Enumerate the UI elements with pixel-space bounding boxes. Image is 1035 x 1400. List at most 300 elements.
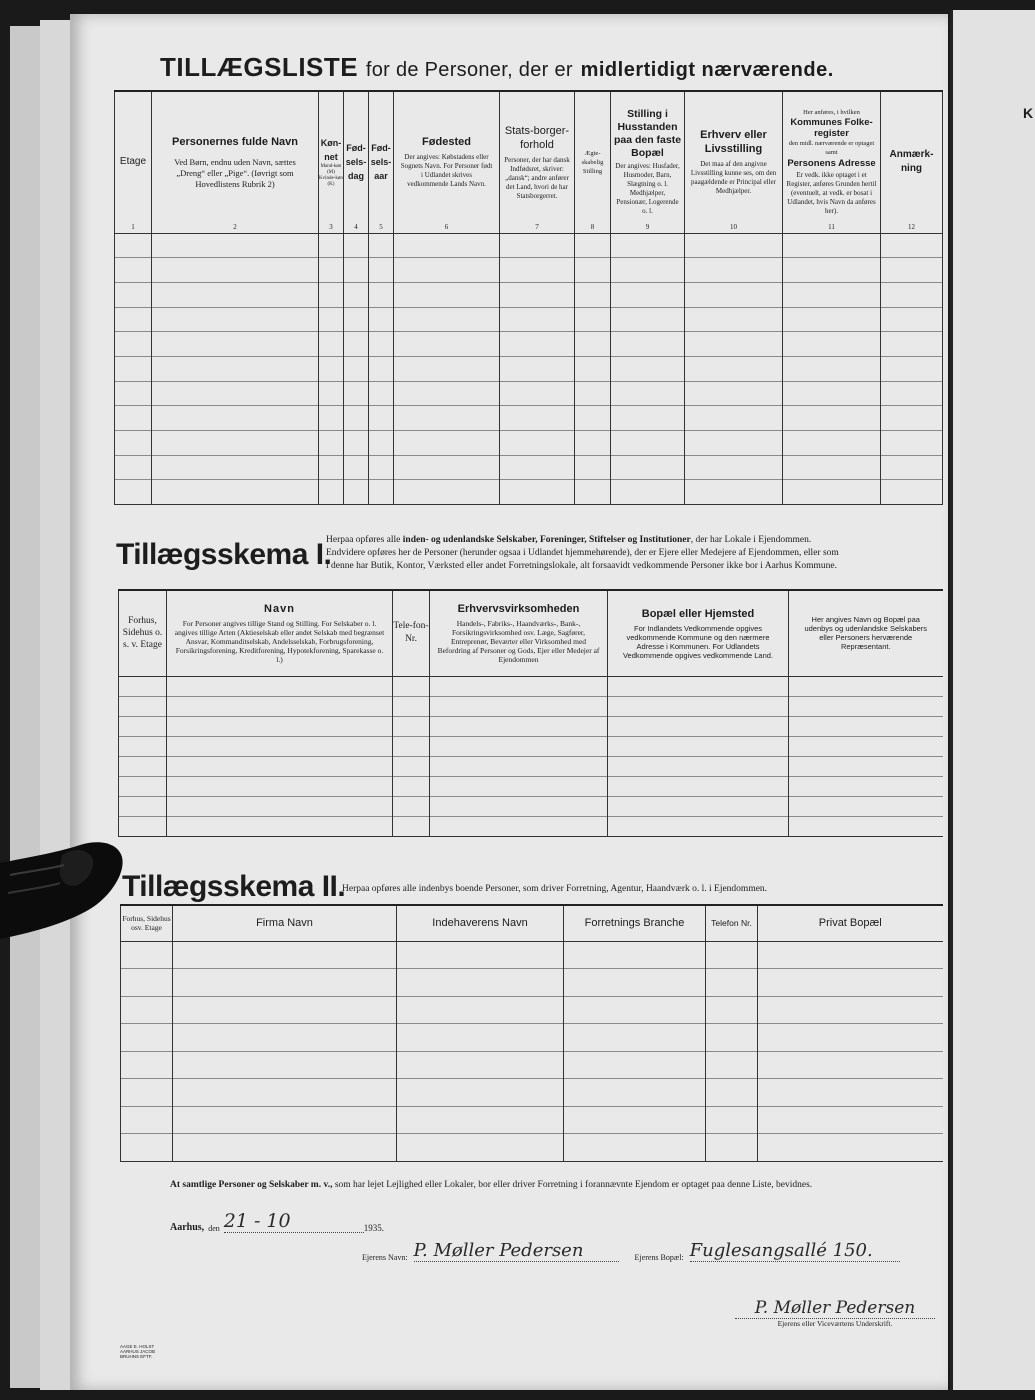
table-cell[interactable]: [119, 716, 167, 736]
table-cell[interactable]: [881, 406, 943, 431]
table-cell[interactable]: [575, 455, 611, 480]
table-cell[interactable]: [319, 233, 344, 258]
table-cell[interactable]: [881, 307, 943, 332]
table-cell[interactable]: [430, 756, 608, 776]
table-cell[interactable]: [611, 282, 685, 307]
table-cell[interactable]: [685, 455, 783, 480]
main-table-row: [115, 282, 943, 307]
table-cell[interactable]: [344, 381, 369, 406]
table-cell[interactable]: [167, 776, 393, 796]
table-cell[interactable]: [758, 1106, 943, 1134]
main-table-row: [115, 406, 943, 431]
table-cell[interactable]: [685, 356, 783, 381]
signature-block: [735, 1298, 935, 1328]
table-cell[interactable]: [430, 796, 608, 816]
facing-page: K: [950, 10, 1035, 1390]
table-cell[interactable]: [430, 696, 608, 716]
table-cell[interactable]: [608, 676, 789, 696]
table-cell[interactable]: [575, 431, 611, 456]
table-cell[interactable]: [152, 258, 319, 283]
table-cell[interactable]: [789, 776, 943, 796]
finger-holding-page: [0, 835, 125, 945]
table-cell[interactable]: [369, 356, 394, 381]
table-cell[interactable]: [500, 307, 575, 332]
col-foedselsaar: Fød-sels-aar 5: [369, 91, 394, 233]
skema2-title: Tillægsskema II.: [122, 870, 346, 903]
table-cell[interactable]: [167, 816, 393, 836]
table-cell[interactable]: [500, 258, 575, 283]
table-cell[interactable]: [319, 381, 344, 406]
table-cell[interactable]: [430, 816, 608, 836]
table-cell[interactable]: [344, 455, 369, 480]
table-cell[interactable]: [152, 307, 319, 332]
table-cell[interactable]: [394, 356, 500, 381]
skema2-row: [121, 1079, 943, 1107]
date-handwritten: 21 - 10: [224, 1210, 364, 1233]
table-cell[interactable]: [152, 356, 319, 381]
table-cell[interactable]: [611, 480, 685, 505]
skema1-row: [119, 716, 943, 736]
table-cell[interactable]: [397, 996, 564, 1024]
date-line: [170, 1210, 384, 1233]
table-cell[interactable]: [608, 716, 789, 736]
table-cell[interactable]: [881, 455, 943, 480]
table-cell[interactable]: [319, 455, 344, 480]
table-cell[interactable]: [115, 356, 152, 381]
table-cell[interactable]: [394, 282, 500, 307]
table-cell[interactable]: [319, 406, 344, 431]
table-cell[interactable]: [152, 406, 319, 431]
table-cell[interactable]: [685, 406, 783, 431]
owner-address-label: Ejerens Bopæl:: [634, 1253, 684, 1262]
col-koen: Køn-net Mand-køn (M) Kvinde-køn (K) 3: [319, 91, 344, 233]
table-cell[interactable]: [115, 258, 152, 283]
table-cell[interactable]: [152, 332, 319, 357]
table-cell[interactable]: [394, 381, 500, 406]
table-cell[interactable]: [706, 1079, 758, 1107]
table-cell[interactable]: [115, 307, 152, 332]
col-statsborger: Stats-borger-forhold Personer, der har dansk Indfødsret, skriver: „dansk“; andre anfører det Land, hvori de har Statsborgerret. 7: [500, 91, 575, 233]
table-cell[interactable]: [344, 282, 369, 307]
table-cell[interactable]: [500, 381, 575, 406]
table-cell[interactable]: [393, 776, 430, 796]
table-cell[interactable]: [881, 381, 943, 406]
col-anmaerkning: Anmærk-ning 12: [881, 91, 943, 233]
table-cell[interactable]: [564, 1024, 706, 1052]
table-cell[interactable]: [789, 696, 943, 716]
table-cell[interactable]: [783, 356, 881, 381]
skema2-row: [121, 969, 943, 997]
table-cell[interactable]: [393, 736, 430, 756]
table-cell[interactable]: [397, 1134, 564, 1162]
table-cell[interactable]: [121, 941, 173, 969]
signature-label: Ejerens eller Viceværtens Underskrift.: [777, 1319, 893, 1328]
table-cell[interactable]: [119, 796, 167, 816]
table-cell[interactable]: [393, 756, 430, 776]
table-cell[interactable]: [500, 282, 575, 307]
attestation-statement: At samtlige Personer og Selskaber m. v., som har lejet Lejlighed eller Lokaler, bor eller driver Forretning i forannævnte Ejendom er optaget paa denne Liste, bevidnes.: [170, 1180, 813, 1190]
table-cell[interactable]: [575, 307, 611, 332]
table-cell[interactable]: [783, 431, 881, 456]
den-label: den: [208, 1224, 220, 1233]
table-cell[interactable]: [119, 756, 167, 776]
table-cell[interactable]: [152, 480, 319, 505]
table-cell[interactable]: [685, 332, 783, 357]
table-cell[interactable]: [173, 996, 397, 1024]
table-cell[interactable]: [369, 282, 394, 307]
table-cell[interactable]: [319, 480, 344, 505]
table-cell[interactable]: [369, 406, 394, 431]
table-cell[interactable]: [344, 332, 369, 357]
main-table-row: [115, 356, 943, 381]
table-cell[interactable]: [121, 1079, 173, 1107]
table-cell[interactable]: [173, 941, 397, 969]
col-etage: Etage 1: [115, 91, 152, 233]
table-cell[interactable]: [783, 258, 881, 283]
table-cell[interactable]: [564, 1079, 706, 1107]
table-cell[interactable]: [167, 736, 393, 756]
col-erhverv: Erhverv eller Livsstilling Det maa af den angivne Livsstilling kunne ses, om den paagældende er Principal eller Medhjælper. 10: [685, 91, 783, 233]
table-cell[interactable]: [685, 282, 783, 307]
table-cell[interactable]: [706, 996, 758, 1024]
table-cell[interactable]: [758, 996, 943, 1024]
table-cell[interactable]: [393, 816, 430, 836]
table-cell[interactable]: [706, 1106, 758, 1134]
table-cell[interactable]: [152, 233, 319, 258]
table-cell[interactable]: [115, 332, 152, 357]
table-cell[interactable]: [397, 1024, 564, 1052]
table-cell[interactable]: [393, 676, 430, 696]
col-folkeregister: Her anføres, i hvilken Kommunes Folke-register den midl. nærværende er optaget samt Personens Adresse Er vedk. ikke optaget i et Register, anføres Grunden hertil (eventuelt, at vedk. er bosat i Udlandet, hvis Navn da anføres her). 11: [783, 91, 881, 233]
table-cell[interactable]: [430, 776, 608, 796]
table-cell[interactable]: [121, 1134, 173, 1162]
table-cell[interactable]: [121, 969, 173, 997]
skema1-row: [119, 696, 943, 716]
table-cell[interactable]: [344, 356, 369, 381]
table-cell[interactable]: [758, 1051, 943, 1079]
table-cell[interactable]: [344, 480, 369, 505]
skema1-line1: Herpaa opføres alle inden- og udenlandske Selskaber, Foreninger, Stiftelser og Institutioner, der har Lokale i Ejendommen.: [326, 535, 812, 545]
table-cell[interactable]: [706, 1051, 758, 1079]
skema2-description: Herpaa opføres alle indenbys boende Personer, som driver Forretning, Agentur, Haandværk o. l. i Ejendommen.: [342, 884, 768, 894]
table-cell[interactable]: [783, 307, 881, 332]
signature-handwritten: P. Møller Pedersen: [735, 1298, 935, 1319]
table-cell[interactable]: [575, 233, 611, 258]
table-cell[interactable]: [173, 1024, 397, 1052]
table-cell[interactable]: [397, 1079, 564, 1107]
table-cell[interactable]: [611, 406, 685, 431]
table-cell[interactable]: [344, 406, 369, 431]
table-cell[interactable]: [611, 332, 685, 357]
col-navn: Personernes fulde Navn Ved Børn, endnu uden Navn, sættes „Dreng“ eller „Pige“. (Iøvrigt som Hovedlistens Rubrik 2) 2: [152, 91, 319, 233]
skema2-row: [121, 996, 943, 1024]
table-cell[interactable]: [394, 307, 500, 332]
printer-imprint: AAGE E. HOLST AARHUS JACOB BRUHNS EFTF.: [120, 1344, 156, 1359]
table-cell[interactable]: [152, 282, 319, 307]
table-cell[interactable]: [881, 480, 943, 505]
table-cell[interactable]: [564, 1106, 706, 1134]
table-cell[interactable]: [685, 381, 783, 406]
table-cell[interactable]: [369, 332, 394, 357]
table-cell[interactable]: [500, 480, 575, 505]
table-cell[interactable]: [397, 969, 564, 997]
table-cell[interactable]: [564, 1134, 706, 1162]
table-cell[interactable]: [758, 1134, 943, 1162]
table-cell[interactable]: [789, 756, 943, 776]
table-cell[interactable]: [394, 258, 500, 283]
table-cell[interactable]: [575, 381, 611, 406]
s1-col-navn: Navn For Personer angives tillige Stand og Stilling. For Selskaber o. l. angives tillige Arten (Aktieselskab eller andet Selskab med begrænset Ansvar, Kommanditselskab, Andelsselskab, Forbrugsforening, Forsikringsforening, Kreditforening, Hypotekforening, Sparekasse o. l.): [167, 590, 393, 676]
table-cell[interactable]: [706, 1134, 758, 1162]
table-cell[interactable]: [783, 233, 881, 258]
table-cell[interactable]: [789, 716, 943, 736]
table-cell[interactable]: [783, 480, 881, 505]
table-cell[interactable]: [119, 816, 167, 836]
table-cell[interactable]: [611, 258, 685, 283]
table-cell[interactable]: [119, 676, 167, 696]
table-cell[interactable]: [121, 1051, 173, 1079]
table-cell[interactable]: [758, 1079, 943, 1107]
table-cell[interactable]: [575, 332, 611, 357]
table-cell[interactable]: [500, 406, 575, 431]
table-cell[interactable]: [758, 941, 943, 969]
table-cell[interactable]: [393, 716, 430, 736]
table-cell[interactable]: [611, 233, 685, 258]
table-cell[interactable]: [173, 1106, 397, 1134]
table-cell[interactable]: [119, 696, 167, 716]
table-cell[interactable]: [393, 796, 430, 816]
table-cell[interactable]: [706, 969, 758, 997]
table-cell[interactable]: [319, 258, 344, 283]
table-cell[interactable]: [685, 307, 783, 332]
table-cell[interactable]: [394, 233, 500, 258]
table-cell[interactable]: [575, 282, 611, 307]
table-cell[interactable]: [319, 307, 344, 332]
skema1-row: [119, 756, 943, 776]
table-cell[interactable]: [344, 431, 369, 456]
skema1-row: [119, 736, 943, 756]
title-main: TILLÆGSLISTE: [160, 52, 359, 82]
table-cell[interactable]: [783, 282, 881, 307]
owner-line: [362, 1240, 900, 1262]
table-cell[interactable]: [344, 307, 369, 332]
table-cell[interactable]: [173, 969, 397, 997]
col-foedested: Fødested Der angives: Købstadens eller Sognets Navn. For Personer født i Udlandet skrives vedkommende Lands Navn. 6: [394, 91, 500, 233]
main-table-row: [115, 307, 943, 332]
table-cell[interactable]: [608, 816, 789, 836]
table-cell[interactable]: [319, 332, 344, 357]
s1-col-erhverv: Erhvervsvirksomheden Handels-, Fabriks-, Haandværks-, Bank-, Forsikringsvirksomhed osv. Læge, Sagfører, Entreprenør, Beværter eller Virksomhed med Befordring af Personer og Gods, Ejer eller Medejer af Ejendommen: [430, 590, 608, 676]
table-cell[interactable]: [783, 381, 881, 406]
skema1-description: [326, 534, 946, 573]
skema2-row: [121, 1051, 943, 1079]
s2-col-telefon: Telefon Nr.: [706, 905, 758, 941]
table-cell[interactable]: [121, 1024, 173, 1052]
table-cell[interactable]: [369, 307, 394, 332]
table-cell[interactable]: [758, 1024, 943, 1052]
table-cell[interactable]: [167, 696, 393, 716]
s1-col-bopael: Bopæl eller Hjemsted For Indlandets Vedkommende opgives vedkommende Kommune og den nærmere Adresse i Kommunen. For Udlandets Vedkommende opgives vedkommende Land.: [608, 590, 789, 676]
table-cell[interactable]: [344, 258, 369, 283]
table-cell[interactable]: [397, 1106, 564, 1134]
table-cell[interactable]: [758, 969, 943, 997]
table-cell[interactable]: [394, 431, 500, 456]
table-cell[interactable]: [173, 1134, 397, 1162]
owner-name-handwritten: P. Møller Pedersen: [414, 1240, 619, 1262]
main-table-row: [115, 258, 943, 283]
s2-col-indehaver: Indehaverens Navn: [397, 905, 564, 941]
table-cell[interactable]: [783, 332, 881, 357]
table-cell[interactable]: [500, 332, 575, 357]
table-cell[interactable]: [369, 233, 394, 258]
skema1-title: Tillægsskema I.: [116, 538, 332, 571]
skema1-line2: Endvidere opføres her de Personer (herunder ogsaa i Udlandet hjemmehørende), der er Ejere eller Medejere af Ejendommen, eller som: [326, 548, 839, 558]
table-cell[interactable]: [783, 455, 881, 480]
skema2-table: [120, 904, 943, 1162]
table-cell[interactable]: [706, 941, 758, 969]
table-cell[interactable]: [152, 455, 319, 480]
table-cell[interactable]: [394, 480, 500, 505]
table-cell[interactable]: [881, 431, 943, 456]
skema1-row: [119, 796, 943, 816]
table-cell[interactable]: [394, 455, 500, 480]
table-cell[interactable]: [789, 736, 943, 756]
page-title: [160, 52, 834, 83]
table-cell[interactable]: [500, 233, 575, 258]
table-cell[interactable]: [167, 796, 393, 816]
table-cell[interactable]: [115, 431, 152, 456]
table-cell[interactable]: [115, 480, 152, 505]
table-cell[interactable]: [575, 258, 611, 283]
owner-name-label: Ejerens Navn:: [362, 1253, 408, 1262]
table-cell[interactable]: [575, 356, 611, 381]
table-cell[interactable]: [706, 1024, 758, 1052]
table-cell[interactable]: [319, 356, 344, 381]
table-cell[interactable]: [115, 282, 152, 307]
table-cell[interactable]: [500, 455, 575, 480]
title-bold: midlertidigt nærværende.: [580, 59, 834, 81]
s1-col-telefon: Tele-fon-Nr.: [393, 590, 430, 676]
table-cell[interactable]: [115, 381, 152, 406]
table-cell[interactable]: [575, 406, 611, 431]
table-cell[interactable]: [397, 1051, 564, 1079]
col-foedselsdag: Fød-sels-dag 4: [344, 91, 369, 233]
table-cell[interactable]: [369, 258, 394, 283]
table-cell[interactable]: [430, 676, 608, 696]
table-cell[interactable]: [685, 258, 783, 283]
table-cell[interactable]: [789, 676, 943, 696]
table-cell[interactable]: [115, 455, 152, 480]
s1-col-repraesentant: Her angives Navn og Bopæl paa udenbys og udenlandske Selskabers eller Personers herværende Repræsentant.: [789, 590, 943, 676]
owner-address-handwritten: Fuglesangsallé 150.: [690, 1240, 900, 1262]
table-cell[interactable]: [564, 1051, 706, 1079]
table-cell[interactable]: [121, 1106, 173, 1134]
table-cell[interactable]: [369, 455, 394, 480]
table-cell[interactable]: [394, 332, 500, 357]
table-cell[interactable]: [500, 356, 575, 381]
skema1-row: [119, 816, 943, 836]
skema2-row: [121, 1106, 943, 1134]
table-cell[interactable]: [564, 969, 706, 997]
s2-col-firma: Firma Navn: [173, 905, 397, 941]
table-cell[interactable]: [369, 381, 394, 406]
table-cell[interactable]: [167, 676, 393, 696]
table-cell[interactable]: [119, 776, 167, 796]
table-cell[interactable]: [685, 233, 783, 258]
form-page: [70, 14, 948, 1390]
table-cell[interactable]: [608, 756, 789, 776]
table-cell[interactable]: [393, 696, 430, 716]
table-cell[interactable]: [685, 480, 783, 505]
table-cell[interactable]: [611, 307, 685, 332]
table-cell[interactable]: [500, 431, 575, 456]
table-cell[interactable]: [575, 480, 611, 505]
table-cell[interactable]: [608, 736, 789, 756]
main-table-row: [115, 332, 943, 357]
col-aegteskabelig: Ægte-skabelig Stilling 8: [575, 91, 611, 233]
table-cell[interactable]: [783, 406, 881, 431]
s2-col-privat-bopael: Privat Bopæl: [758, 905, 943, 941]
table-cell[interactable]: [789, 796, 943, 816]
table-cell[interactable]: [611, 431, 685, 456]
table-cell[interactable]: [397, 941, 564, 969]
table-cell[interactable]: [152, 431, 319, 456]
table-cell[interactable]: [167, 756, 393, 776]
skema2-row: [121, 1024, 943, 1052]
year-label: 1935.: [363, 1223, 384, 1233]
table-cell[interactable]: [881, 356, 943, 381]
table-cell[interactable]: [608, 796, 789, 816]
table-cell[interactable]: [394, 406, 500, 431]
s1-col-etage: Forhus, Sidehus o. s. v. Etage: [119, 590, 167, 676]
table-cell[interactable]: [611, 381, 685, 406]
table-cell[interactable]: [115, 233, 152, 258]
table-cell[interactable]: [173, 1051, 397, 1079]
table-cell[interactable]: [369, 431, 394, 456]
table-cell[interactable]: [564, 941, 706, 969]
main-table: [114, 90, 943, 505]
main-table-row: [115, 381, 943, 406]
table-cell[interactable]: [611, 455, 685, 480]
table-cell[interactable]: [430, 736, 608, 756]
table-cell[interactable]: [369, 480, 394, 505]
table-cell[interactable]: [115, 406, 152, 431]
table-cell[interactable]: [173, 1079, 397, 1107]
main-table-row: [115, 480, 943, 505]
table-cell[interactable]: [152, 381, 319, 406]
table-cell[interactable]: [685, 431, 783, 456]
table-cell[interactable]: [319, 431, 344, 456]
main-table-row: [115, 455, 943, 480]
table-cell[interactable]: [611, 356, 685, 381]
table-cell[interactable]: [881, 282, 943, 307]
table-cell[interactable]: [789, 816, 943, 836]
table-cell[interactable]: [167, 716, 393, 736]
table-cell[interactable]: [119, 736, 167, 756]
skema2-row: [121, 1134, 943, 1162]
table-cell[interactable]: [881, 332, 943, 357]
table-cell[interactable]: [319, 282, 344, 307]
table-cell[interactable]: [881, 233, 943, 258]
table-cell[interactable]: [608, 776, 789, 796]
table-cell[interactable]: [344, 233, 369, 258]
table-cell[interactable]: [121, 996, 173, 1024]
table-cell[interactable]: [564, 996, 706, 1024]
table-cell[interactable]: [881, 258, 943, 283]
table-cell[interactable]: [430, 716, 608, 736]
table-cell[interactable]: [608, 696, 789, 716]
skema1-row: [119, 676, 943, 696]
